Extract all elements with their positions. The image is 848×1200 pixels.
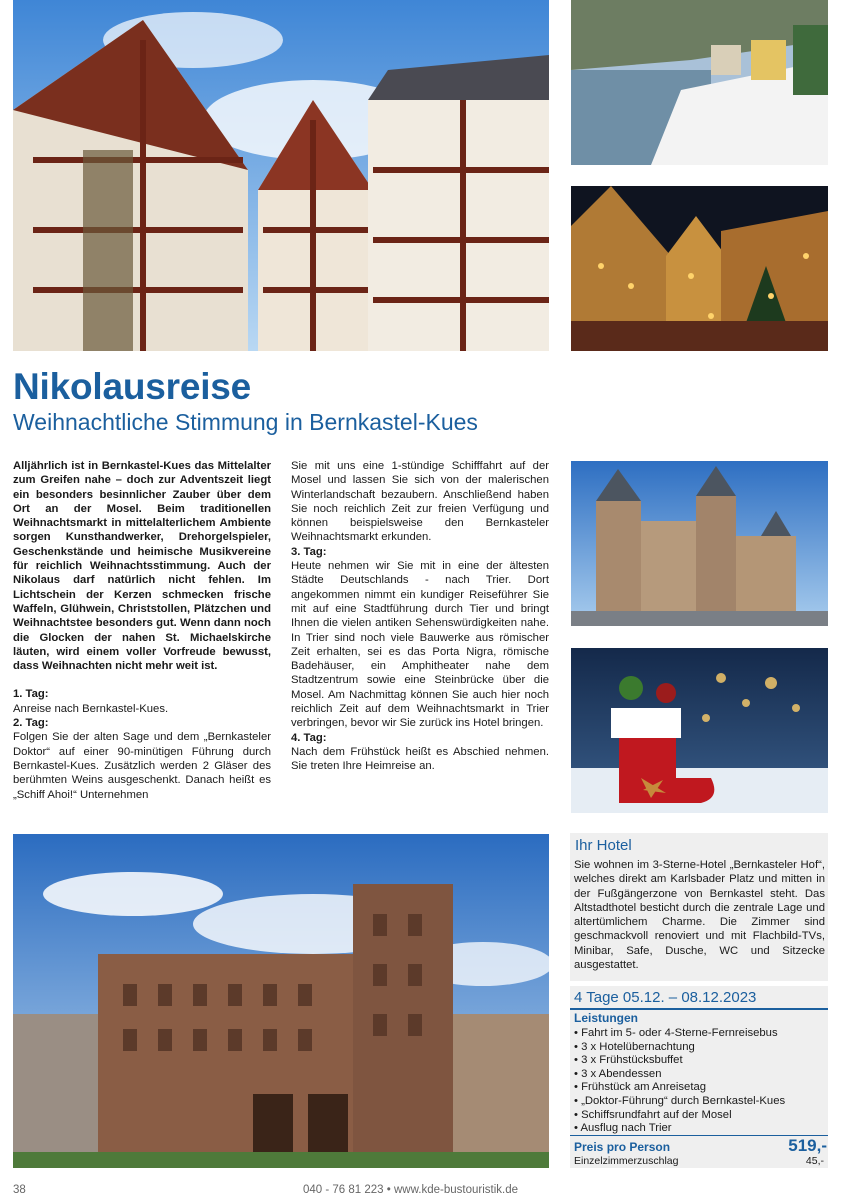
- photo-nikolaus-boot: [571, 648, 828, 813]
- text-column-middle: [291, 459, 549, 774]
- photo-half-timbered-houses: [13, 0, 549, 351]
- service-item: • „Doktor-Führung“ durch Bernkastel-Kues: [574, 1094, 786, 1107]
- service-item: • 3 x Frühstücksbuffet: [574, 1054, 683, 1067]
- photo-moselle-winter: [571, 0, 828, 165]
- day1-title: 1. Tag:: [13, 688, 49, 701]
- day2-title: 2. Tag:: [13, 717, 49, 730]
- day2-text-part2: Sie mit uns eine 1-stündige Schifffahrt auf der Mosel und lassen Sie sich von der malerischen Winterlandschaft bezaubern. Anschließend haben Sie noch reichlich Zeit zur freien Verfügung und können beispielsweise den Bernkasteler Weihnachtsmarkt erkunden.: [291, 460, 549, 544]
- service-item: • Fahrt im 5- oder 4-Sterne-Fernreisebus: [574, 1027, 778, 1039]
- services-title: Leistungen: [574, 1011, 639, 1025]
- service-item: • Frühstück am Anreisetag: [574, 1081, 707, 1094]
- day2-text-part1: Folgen Sie der alten Sage und dem „Bernkasteler Doktor“ auf einer 90-minütigen Führung durch Bernkastel-Kues. Zusätzlich werden 2 Gläser des berühmten Weins ausgeschenkt. Danach heißt es „Schiff Ahoi!“ Unternehmen: [13, 731, 271, 801]
- services-list: [574, 1027, 785, 1136]
- footer-contact: 040 - 76 81 223 • www.kde-bustouristik.de: [303, 1184, 518, 1196]
- day1-text: Anreise nach Bernkastel-Kues.: [13, 702, 169, 715]
- day4-title: 4. Tag:: [291, 731, 327, 744]
- page-title: Nikolausreise: [13, 366, 252, 407]
- single-room-label: Einzelzimmerzuschlag: [574, 1155, 679, 1167]
- hotel-text: Sie wohnen im 3-Sterne-Hotel „Bernkasteler Hof“, welches direkt am Karlsbader Platz und mitten in der Fußgängerzone von Bernkastel steht. Das Altstadthotel besticht durch die zentrale Lage und altertümlichem Charme. Die Zimmer sind geschmackvoll renoviert und mit Flachbild-TVs, Minibar, Safe, Dusche, WC und Sitzecke ausgestattet.: [574, 859, 825, 972]
- service-item: • 3 x Abendessen: [574, 1067, 662, 1080]
- hotel-title: Ihr Hotel: [575, 837, 632, 854]
- day3-text: Heute nehmen wir Sie mit in eine der ältesten Städte Deutschlands - nach Trier. Dort angekommen nimmt ein kundiger Reiseführer Sie mit auf eine Stadtführung durch Tier und bringt Ihnen die vielen antiken Sehenswürdigkeiten nahe. In Trier sind noch viele Bauwerke aus römischer Zeit erhalten, sei es das Porta Nigra, römische Badehäuser, ein Amphitheater nahe dem Stadtzentrum sowie eine Steinbrücke über die Mosel. Am Nachmittag können Sie auch hier noch reichlich Zeit auf dem Weihnachtsmarkt in Trier verbringen, bevor wir Sie zurück ins Hotel bringen.: [291, 560, 549, 730]
- intro-text: Alljährlich ist in Bernkastel-Kues das Mittelalter zum Greifen nahe – doch zur Adventszeit liegt ein besonders besinnlicher Zauber über dem Ort an der Mosel. Beim traditionellen Weihnachtsmarkt in mittelalterlichem Ambiente sorgen Kunsthandwerker, Drehorgelspieler, Geschenkstände und heimische Musikvereine für reichlich Weihnachtsstimmung. Auch der Nikolaus darf natürlich nicht fehlen. Im Lichtschein der Kerzen schmecken frische Waffeln, Glühwein, Christstollen, Plätzchen und Weihnachtstee besonders gut. Wenn dann noch die Glocken der nahen St. Michaelskirche läuten, wird einem voller Vorfreude bewusst, dass Weihnachten nicht mehr weit ist.: [13, 460, 271, 673]
- day3-title: 3. Tag:: [291, 545, 327, 558]
- page-subtitle: Weihnachtliche Stimmung in Bernkastel-Kues: [13, 409, 478, 435]
- service-item: • Schiffsrundfahrt auf der Mosel: [574, 1108, 732, 1121]
- divider: [570, 1008, 828, 1010]
- day4-text: Nach dem Frühstück heißt es Abschied nehmen. Sie treten Ihre Heimreise an.: [291, 745, 549, 773]
- service-item: • Ausflug nach Trier: [574, 1122, 672, 1135]
- price-label: Preis pro Person: [574, 1140, 671, 1154]
- price-value: 519,-: [788, 1136, 827, 1155]
- photo-trier-cathedral: [571, 461, 828, 626]
- text-column-left: [13, 459, 271, 802]
- service-item: • 3 x Hotelübernachtung: [574, 1040, 695, 1053]
- trip-dates: 4 Tage 05.12. – 08.12.2023: [574, 989, 757, 1006]
- photo-christmas-market-night: [571, 186, 828, 351]
- single-room-price: 45,-: [805, 1155, 824, 1167]
- page-number: 38: [13, 1184, 26, 1196]
- photo-porta-nigra: [13, 834, 549, 1168]
